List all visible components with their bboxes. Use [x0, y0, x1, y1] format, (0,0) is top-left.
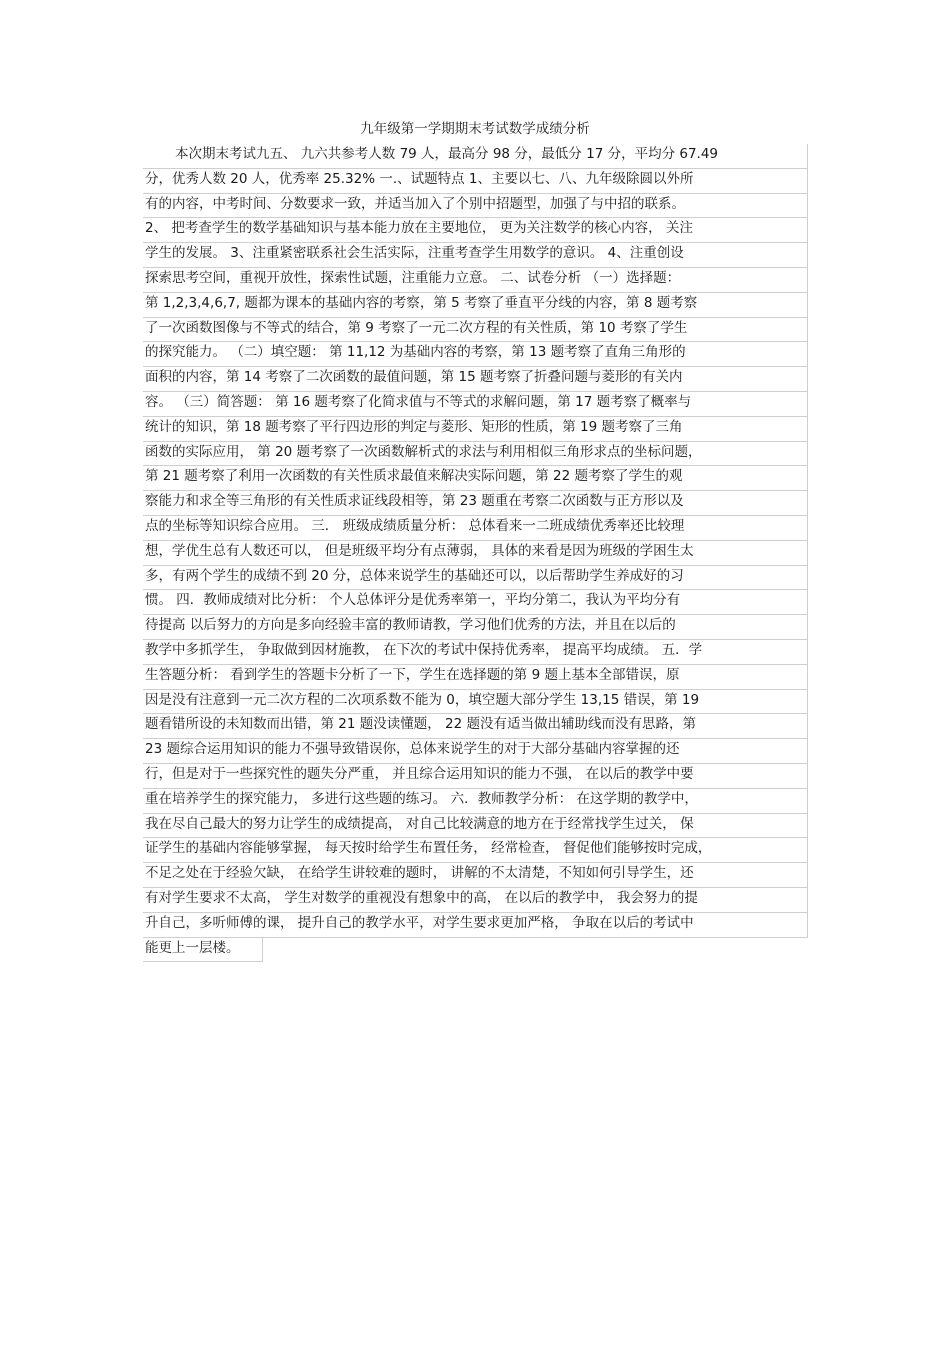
text-line: 了一次函数图像与不等式的结合，第 9 考察了一元二次方程的有关性质，第 10 考察了学生 [143, 318, 808, 343]
text-line: 点的坐标等知识综合应用。 三． 班级成绩质量分析： 总体看来一二班成绩优秀率还比较理 [143, 516, 808, 541]
text-line: 察能力和求全等三角形的有关性质求证线段相等，第 23 题重在考察二次函数与正方形以及 [143, 491, 808, 516]
text-line: 第 21 题考察了利用一次函数的有关性质求最值来解决实际问题，第 22 题考察了学生的观 [143, 466, 808, 491]
text-line: 本次期末考试九五、 九六共参考人数 79 人，最高分 98 分，最低分 17 分，平均分 67.49 [143, 144, 808, 169]
text-line: 行，但是对于一些探究性的题失分严重， 并且综合运用知识的能力不强， 在以后的教学中要 [143, 764, 808, 789]
text-line: 分，优秀人数 20 人，优秀率 25.32% 一.、试题特点 1、主要以七、八、九年级除圆以外所 [143, 169, 808, 194]
text-line: 想，学优生总有人数还可以， 但是班级平均分有点薄弱， 具体的来看是因为班级的学困生太 [143, 541, 808, 566]
text-line: 待提高 以后努力的方向是多向经验丰富的教师请教，学习他们优秀的方法，并且在以后的 [143, 615, 808, 640]
text-line: 惯。 四．教师成绩对比分析： 个人总体评分是优秀率第一，平均分第二，我认为平均分有 [143, 590, 808, 615]
text-line: 统计的知识，第 18 题考察了平行四边形的判定与菱形、矩形的性质，第 19 题考察了三角 [143, 417, 808, 442]
text-line: 题看错所设的未知数而出错，第 21 题没读懂题， 22 题没有适当做出辅助线而没有思路，第 [143, 714, 808, 739]
text-line: 容。 （三）简答题： 第 16 题考察了化简求值与不等式的求解问题，第 17 题考察了概率与 [143, 392, 808, 417]
document-body [143, 144, 808, 962]
text-line: 第 1,2,3,4,6,7, 题都为课本的基础内容的考察，第 5 考察了垂直平分线的内容，第 8 题考察 [143, 293, 808, 318]
text-line: 因是没有注意到一元二次方程的二次项系数不能为 0，填空题大部分学生 13,15 错误，第 19 [143, 690, 808, 715]
text-line: 生答题分析： 看到学生的答题卡分析了一下，学生在选择题的第 9 题上基本全部错误，原 [143, 665, 808, 690]
text-line: 学生的发展。 3、注重紧密联系社会生活实际，注重考查学生用数学的意识。 4、注重创设 [143, 243, 808, 268]
text-line: 函数的实际应用， 第 20 题考察了一次函数解析式的求法与利用相似三角形求点的坐标问题， [143, 442, 808, 467]
text-line: 升自己，多听师傅的课， 提升自己的教学水平，对学生要求更加严格， 争取在以后的考试中 [143, 913, 808, 938]
text-line: 证学生的基础内容能够掌握， 每天按时给学生布置任务， 经常检查， 督促他们能够按时完成， [143, 838, 808, 863]
text-line: 能更上一层楼。 [143, 938, 263, 963]
text-line: 有对学生要求不太高， 学生对数学的重视没有想象中的高， 在以后的教学中， 我会努力的提 [143, 888, 808, 913]
text-line: 面积的内容，第 14 考察了二次函数的最值问题，第 15 题考察了折叠问题与菱形的有关内 [143, 367, 808, 392]
text-line: 有的内容，中考时间、分数要求一致，并适当加入了个别中招题型，加强了与中招的联系。 [143, 194, 808, 219]
document-title: 九年级第一学期期末考试数学成绩分析 [360, 121, 590, 137]
text-line: 2、 把考查学生的数学基础知识与基本能力放在主要地位， 更为关注数学的核心内容， 关注 [143, 218, 808, 243]
text-line: 重在培养学生的探究能力， 多进行这些题的练习。 六．教师教学分析： 在这学期的教学中， [143, 789, 808, 814]
text-line: 的探究能力。 （二）填空题： 第 11,12 为基础内容的考察，第 13 题考察了直角三角形的 [143, 342, 808, 367]
text-line: 不足之处在于经验欠缺， 在给学生讲较难的题时， 讲解的不太清楚，不知如何引导学生，还 [143, 863, 808, 888]
text-line: 我在尽自己最大的努力让学生的成绩提高， 对自己比较满意的地方在于经常找学生过关， 保 [143, 814, 808, 839]
text-line: 教学中多抓学生， 争取做到因材施教， 在下次的考试中保持优秀率， 提高平均成绩。 五．学 [143, 640, 808, 665]
text-line: 23 题综合运用知识的能力不强导致错误你，总体来说学生的对于大部分基础内容掌握的还 [143, 739, 808, 764]
text-line: 探索思考空间，重视开放性，探索性试题，注重能力立意。 二、试卷分析 （一）选择题： [143, 268, 808, 293]
text-line: 多，有两个学生的成绩不到 20 分，总体来说学生的基础还可以，以后帮助学生养成好的习 [143, 566, 808, 591]
